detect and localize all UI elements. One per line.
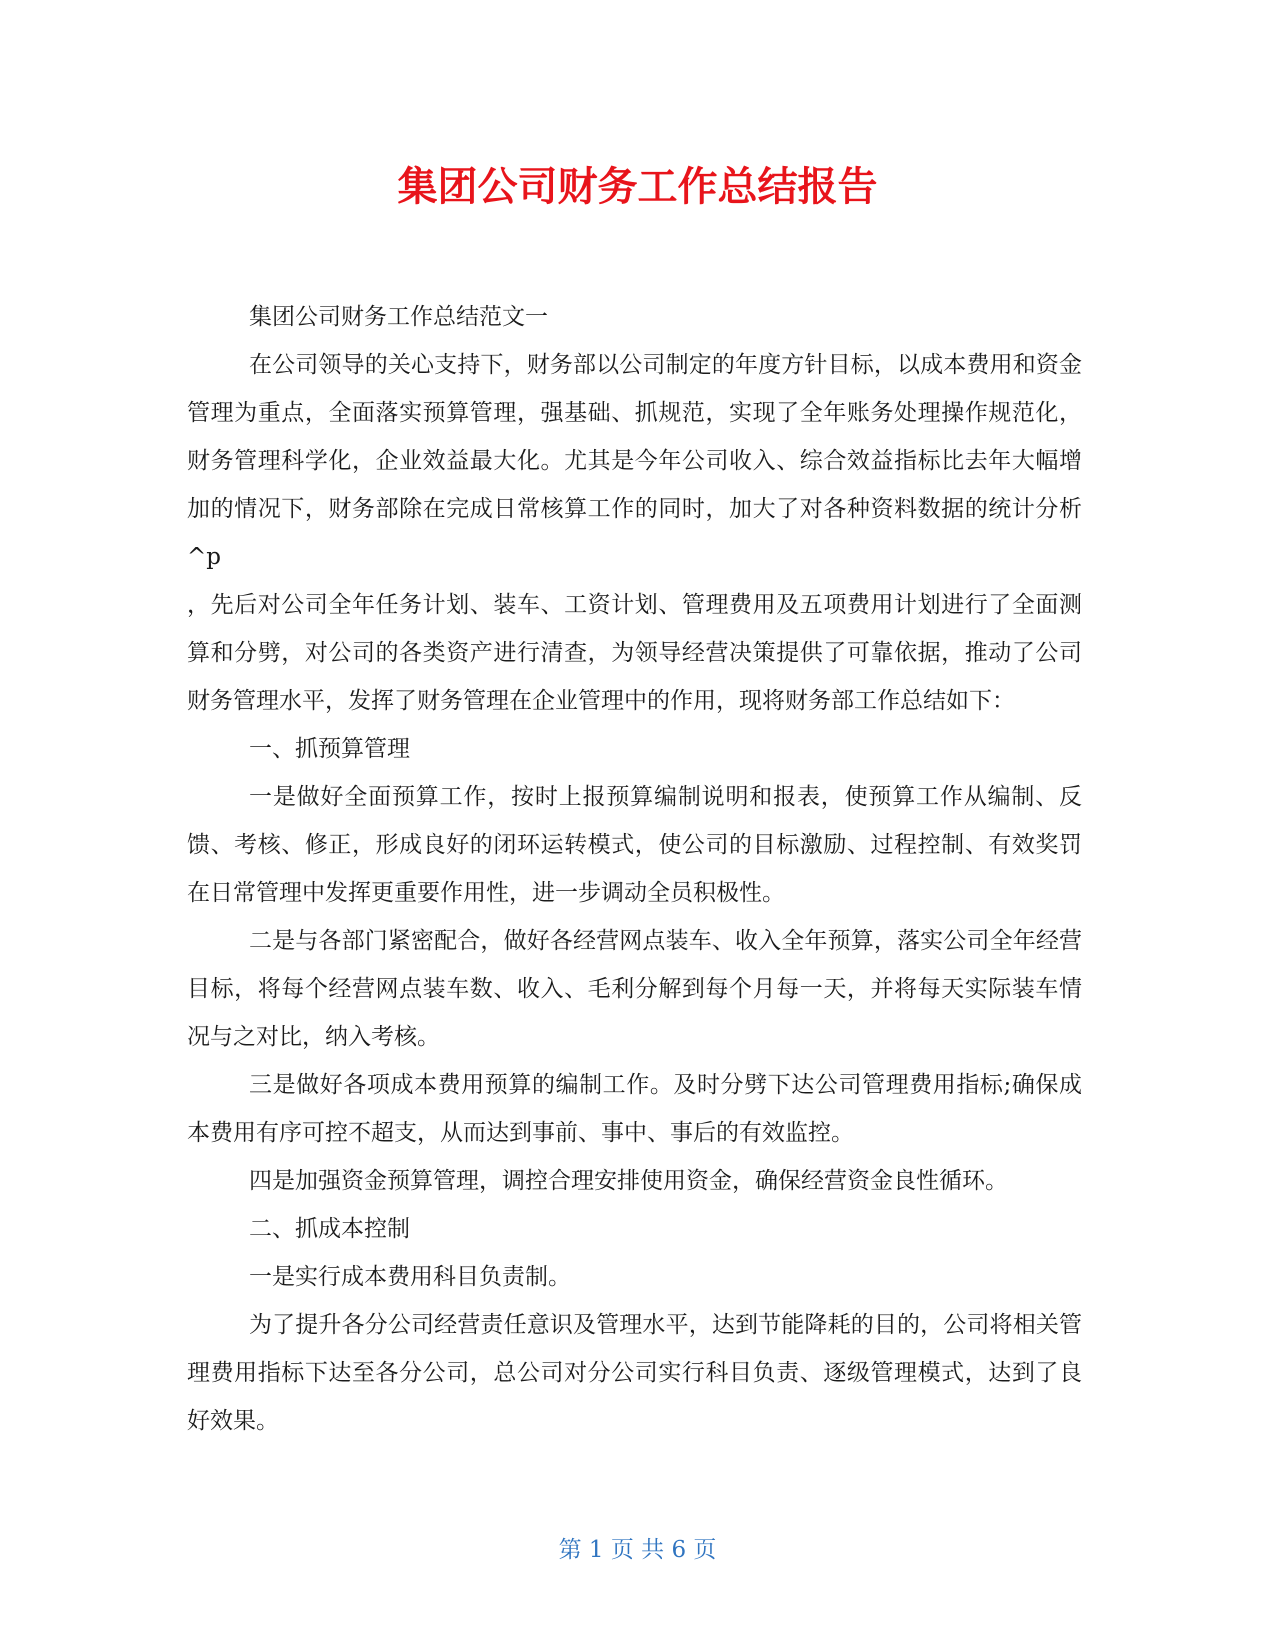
- section-heading-1: 一、抓预算管理: [249, 736, 410, 762]
- section-heading-2: 二、抓成本控制: [249, 1216, 410, 1242]
- paragraph-9: 为了提升各分公司经营责任意识及管理水平，达到节能降耗的目的，公司将相关管理费用指标下达至各分公司，总公司对分公司实行科目负责、逐级管理模式，达到了良好效果。: [187, 1312, 1082, 1434]
- document-title: 集团公司财务工作总结报告: [397, 164, 878, 210]
- paragraph-3: ，先后对公司全年任务计划、装车、工资计划、管理费用及五项费用计划进行了全面测算和分劈，对公司的各类资产进行清查，为领导经营决策提供了可靠依据，推动了公司财务管理水平，发挥了财务管理在企业管理中的作用，现将财务部工作总结如下：: [187, 592, 1082, 714]
- paragraph-5: 二是与各部门紧密配合，做好各经营网点装车、收入全年预算，落实公司全年经营目标，将每个经营网点装车数、收入、毛利分解到每个月每一天，并将每天实际装车情况与之对比，纳入考核。: [187, 928, 1082, 1050]
- paragraph-6: 三是做好各项成本费用预算的编制工作。及时分劈下达公司管理费用指标;确保成本费用有序可控不超支，从而达到事前、事中、事后的有效监控。: [187, 1072, 1082, 1146]
- paragraph-4: 一是做好全面预算工作，按时上报预算编制说明和报表，使预算工作从编制、反馈、考核、修正，形成良好的闭环运转模式，使公司的目标激励、过程控制、有效奖罚在日常管理中发挥更重要作用性，进一步调动全员积极性。: [187, 784, 1082, 906]
- paragraph-1: 集团公司财务工作总结范文一: [249, 304, 548, 330]
- paragraph-2: 在公司领导的关心支持下，财务部以公司制定的年度方针目标，以成本费用和资金管理为重点，全面落实预算管理，强基础、抓规范，实现了全年账务处理操作规范化，财务管理科学化，企业效益最大化。尤其是今年公司收入、综合效益指标比去年大幅增加的情况下，财务部除在完成日常核算工作的同时，加大了对各种资料数据的统计分析^p: [187, 352, 1082, 570]
- paragraph-8: 一是实行成本费用科目负责制。: [249, 1264, 571, 1290]
- page-footer: 第 1 页 共 6 页: [558, 1537, 717, 1563]
- document-body: [187, 293, 1082, 1445]
- paragraph-7: 四是加强资金预算管理，调控合理安排使用资金，确保经营资金良性循环。: [249, 1168, 1008, 1194]
